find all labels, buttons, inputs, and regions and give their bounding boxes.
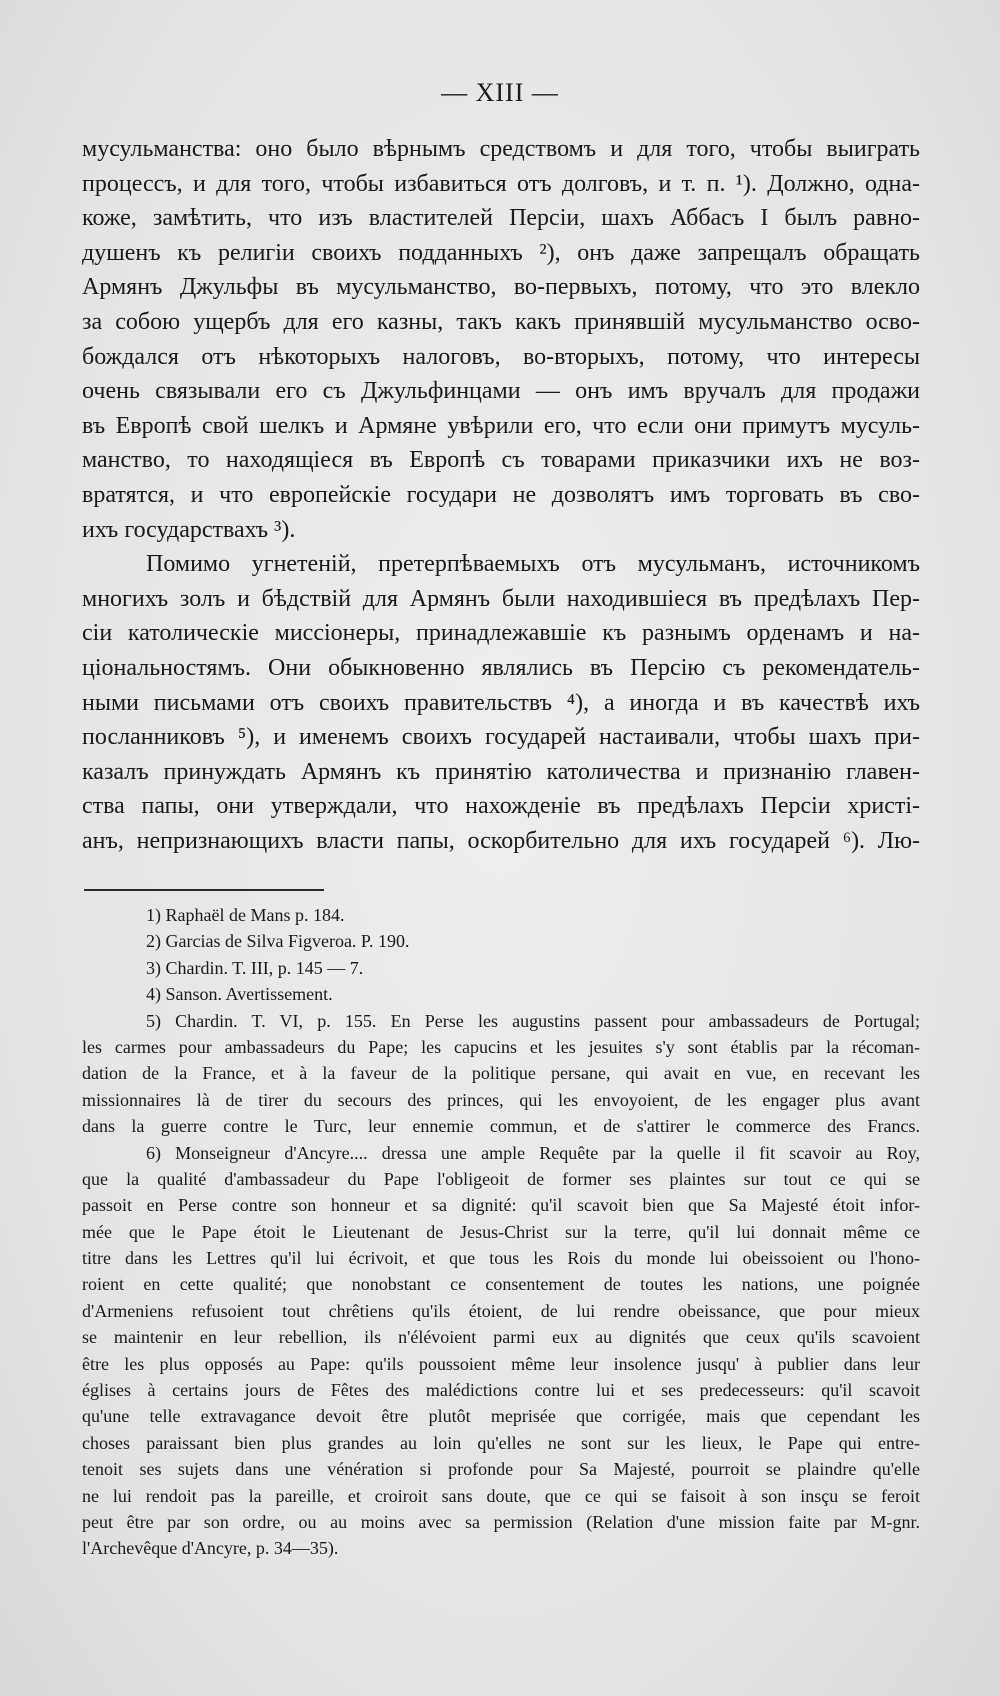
text-line: за собою ущербъ для его казны, такъ какъ принявшій мусульманство осво- [82, 308, 920, 335]
text-line: ства папы, они утверждали, что нахожденіе въ предѣлахъ Персіи христі- [82, 793, 920, 820]
text-line: манство, то находящіеся въ Европѣ съ товарами приказчики ихъ не воз- [82, 447, 920, 474]
page-number: — XIII — [441, 78, 559, 107]
footnote-line: missionnaires là de tirer du secours des princes, qui les envoyoient, de les engager plus avant [82, 1089, 920, 1110]
text-line: многихъ золъ и бѣдствій для Армянъ были находившіеся въ предѣлахъ Пер- [82, 585, 920, 612]
footnote-line: roient en cette qualité; que nonobstant ce consentement de toutes les nations, une poignée [82, 1274, 920, 1295]
footnote-line: être les plus opposés au Pape: qu'ils poussoient même leur insolence jusqu' à publier dans leur [82, 1353, 920, 1374]
text-line: ихъ государствахъ ³). [82, 516, 296, 543]
text-line: коже, замѣтить, что изъ властителей Персіи, шахъ Аббасъ I былъ равно- [82, 205, 920, 232]
text-line: бождался отъ нѣкоторыхъ налоговъ, во-вторыхъ, потому, что интересы [82, 343, 920, 370]
footnote-line: dans la guerre contre le Turc, leur ennemie commun, et de s'attirer le commerce des Francs. [82, 1116, 920, 1137]
footnote-line: titre dans les Lettres qu'il lui écrivoit, et que tous les Rois du monde lui obeissoient ou l'hono- [82, 1248, 920, 1269]
footnote-line: mée que le Pape étoit le Lieutenant de Jesus-Christ sur la terre, qu'il lui donnait même ce [82, 1221, 920, 1242]
footnote-line: dation de la France, et à la faveur de la politique persane, qui avait en vue, en recevant les [82, 1063, 920, 1084]
text-line: вратятся, и что европейскіе государи не дозволятъ имъ торговать въ сво- [82, 481, 920, 508]
footnote-separator [84, 889, 324, 891]
footnote-line: d'Armeniens refusoient tout chrêtiens qu'ils étoient, de lui rendre obeissance, que pour mieux [82, 1300, 920, 1321]
footnote-line: ne lui rendoit pas la pareille, et croiroit sans doute, que ce qui se faisoit à son insçu se feroit [82, 1485, 920, 1506]
footnote-line: églises à certains jours de Fêtes des malédictions contre lui et ses predecesseurs: qu'il scavoit [82, 1380, 920, 1401]
footnote-line: 3) Chardin. T. III, p. 145 — 7. [146, 957, 364, 978]
text-line: душенъ къ религіи своихъ подданныхъ ²), онъ даже запрещалъ обращать [82, 239, 920, 266]
text-line: процессъ, и для того, чтобы избавиться отъ долговъ, и т. п. ¹). Должно, одна- [82, 170, 920, 197]
footnote-line: l'Archevêque d'Ancyre, p. 34—35). [82, 1538, 339, 1559]
footnote-line: que la qualité d'ambassadeur du Pape l'obligeoit de former ses plaintes sur tout ce qui se [82, 1168, 920, 1189]
footnote-line: 4) Sanson. Avertissement. [146, 984, 333, 1005]
footnotes [82, 902, 920, 1562]
text-line: мусульманства: оно было вѣрнымъ средствомъ и для того, чтобы выиграть [82, 136, 920, 162]
footnote-line: se maintenir en leur rebellion, ils n'élévoient parmi eux au dignités que ceux qu'ils scavoient [82, 1327, 920, 1348]
text-line: ными письмами отъ своихъ правительствъ ⁴), а иногда и въ качествѣ ихъ [82, 689, 920, 716]
footnote-line: 2) Garcias de Silva Figveroa. P. 190. [146, 931, 410, 952]
footnote-line: 5) Chardin. T. VI, p. 155. En Perse les augustins passent pour ambassadeurs de Portugal; [146, 1010, 920, 1031]
footnote-line: 6) Monseigneur d'Ancyre.... dressa une ample Requête par la quelle il fit scavoir au Roy, [146, 1142, 920, 1163]
text-line: ціональностямъ. Они обыкновенно являлись въ Персію съ рекомендатель- [82, 654, 920, 681]
footnote-line: 1) Raphaël de Mans p. 184. [146, 905, 345, 925]
text-line: посланниковъ ⁵), и именемъ своихъ государей настаивали, чтобы шахъ при- [82, 724, 920, 751]
text-line: Помимо угнетеній, претерпѣваемыхъ отъ мусульманъ, источникомъ [146, 551, 920, 578]
text-line: очень связывали его съ Джульфинцами — онъ имъ вручалъ для продажи [82, 378, 920, 405]
text-line: въ Европѣ свой шелкъ и Армяне увѣрили его, что если они примутъ мусуль- [82, 412, 920, 439]
footnote-line: tenoit ses sujets dans une vénération si profonde pour Sa Majesté, pourroit se plaindre qu'elle [82, 1459, 920, 1480]
text-line: казалъ принуждать Армянъ къ принятію католичества и признанію главен- [82, 758, 920, 785]
text-line: сіи католическіе миссіонеры, принадлежавшіе къ разнымъ орденамъ и на- [82, 620, 920, 647]
text-line: анъ, непризнающихъ власти папы, оскорбительно для ихъ государей ⁶). Лю- [82, 827, 920, 854]
footnote-line: les carmes pour ambassadeurs du Pape; les capucins et les jesuites s'y sont établis par la récoman- [82, 1036, 920, 1057]
footnote-line: choses paraissant bien plus grandes au loin qu'elles ne sont sur les lieux, le Pape qui entre- [82, 1432, 920, 1453]
main-text [82, 132, 920, 858]
footnote-line: peut être par son ordre, ou au moins avec sa permission (Relation d'une mission faite par M-gnr. [82, 1511, 920, 1532]
footnote-line: passoit en Perse contre son honneur et sa dignité: qu'il scavoit bien que Sa Majesté étoit infor- [82, 1195, 920, 1216]
text-line: Армянъ Джульфы въ мусульманство, во-первыхъ, потому, что это влекло [82, 274, 920, 301]
footnote-line: qu'une telle extravagance devoit être plutôt meprisée que corrigée, mais que cependant les [82, 1406, 920, 1427]
